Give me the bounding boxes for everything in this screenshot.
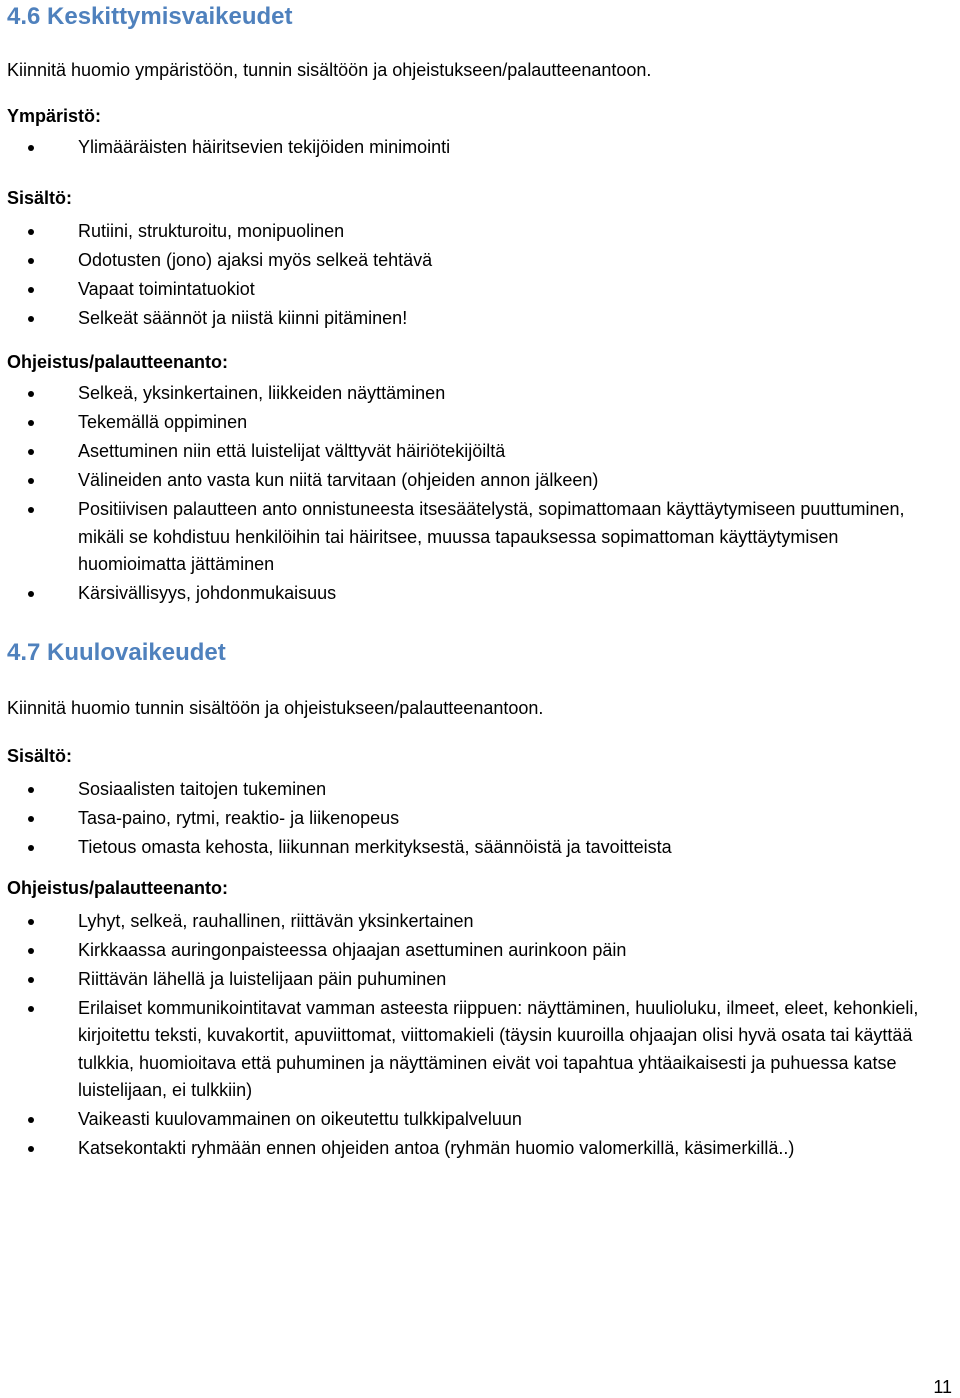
list-item-text: Tietous omasta kehosta, liikunnan merkityksestä, säännöistä ja tavoitteista <box>78 837 672 857</box>
list-item <box>7 580 947 608</box>
section-concentration-difficulties <box>7 0 947 609</box>
list-item-text: Tasa-paino, rytmi, reaktio- ja liikenopeus <box>78 808 400 828</box>
bullet-dot-icon <box>28 787 34 793</box>
bullet-dot-icon <box>28 420 34 426</box>
content-list <box>7 218 947 333</box>
bullet-dot-icon <box>28 816 34 822</box>
list-item-text: Välineiden anto vasta kun niitä tarvitaan (ohjeiden annon jälkeen) <box>78 470 599 490</box>
list-item <box>7 937 947 965</box>
bullet-dot-icon <box>28 591 34 597</box>
list-item <box>7 134 947 162</box>
bullet-dot-icon <box>28 1117 34 1123</box>
list-item <box>7 438 947 466</box>
section-hearing-difficulties <box>7 636 947 1164</box>
list-item-text: Odotusten (jono) ajaksi myös selkeä tehtävä <box>78 249 433 270</box>
bullet-dot-icon <box>28 287 34 293</box>
list-item-text: Selkeä, yksinkertainen, liikkeiden näyttäminen <box>78 383 446 403</box>
list-item-text: Lyhyt, selkeä, rauhallinen, riittävän yksinkertainen <box>78 910 474 931</box>
list-item <box>7 496 947 579</box>
bullet-dot-icon <box>28 845 34 851</box>
list-item-text: Katsekontakti ryhmään ennen ohjeiden antoa (ryhmän huomio valomerkillä, käsimerkillä..) <box>78 1138 795 1158</box>
section-heading: 4.6 Keskittymisvaikeudet <box>7 3 293 30</box>
bullet-dot-icon <box>28 478 34 484</box>
list-item-text: Sosiaalisten taitojen tukeminen <box>78 779 327 799</box>
subheading-content: Sisältö: <box>7 187 73 208</box>
bullet-dot-icon <box>28 316 34 322</box>
list-item <box>7 305 947 333</box>
subheading-guidance: Ohjeistus/palautteenanto: <box>7 352 229 372</box>
bullet-dot-icon <box>28 919 34 925</box>
list-item <box>7 218 947 246</box>
bullet-dot-icon <box>28 391 34 397</box>
list-item <box>7 966 947 994</box>
section-intro: Kiinnitä huomio tunnin sisältöön ja ohjeistukseen/palautteenantoon. <box>7 698 544 718</box>
bullet-dot-icon <box>28 229 34 235</box>
list-item <box>7 467 947 495</box>
list-item-text: Kirkkaassa auringonpaisteessa ohjaajan asettuminen aurinkoon päin <box>78 939 627 960</box>
list-item-text: Selkeät säännöt ja niistä kiinni pitäminen! <box>78 307 408 328</box>
page-number: 11 <box>933 1377 952 1397</box>
bullet-dot-icon <box>28 1006 34 1012</box>
bullet-dot-icon <box>28 507 34 513</box>
list-item <box>7 276 947 304</box>
subheading-guidance: Ohjeistus/palautteenanto: <box>7 877 229 898</box>
section-intro: Kiinnitä huomio ympäristöön, tunnin sisältöön ja ohjeistukseen/palautteenantoon. <box>7 60 652 80</box>
bullet-dot-icon <box>28 1146 34 1152</box>
list-item-text: Vapaat toimintatuokiot <box>78 278 255 299</box>
guidance-list <box>7 380 947 608</box>
list-item <box>7 908 947 936</box>
bullet-dot-icon <box>28 977 34 983</box>
list-item <box>7 776 947 804</box>
list-item <box>7 409 947 437</box>
section-heading: 4.7 Kuulovaikeudet <box>7 639 226 666</box>
list-item <box>7 1135 947 1163</box>
bullet-dot-icon <box>28 948 34 954</box>
list-item <box>7 834 947 862</box>
list-item-text: Tekemällä oppiminen <box>78 412 248 432</box>
environment-list <box>7 134 947 162</box>
list-item-text: Rutiini, strukturoitu, monipuolinen <box>78 220 345 241</box>
list-item <box>7 995 947 1105</box>
list-item <box>7 380 947 408</box>
list-item <box>7 805 947 833</box>
subheading-environment: Ympäristö: <box>7 106 102 126</box>
list-item-text: Ylimääräisten häiritsevien tekijöiden minimointi <box>78 137 451 157</box>
list-item-text: Positiivisen palautteen anto onnistuneesta itsesäätelystä, sopimattomaan käyttäytymiseen puuttuminen, mikäli se kohdistuu henkilöihin tai häiritsee, muussa tapauksessa sopimattoman käyttäytymisen huomioimatta jättäminen <box>78 499 905 574</box>
bullet-dot-icon <box>28 145 34 151</box>
bullet-dot-icon <box>28 449 34 455</box>
list-item-text: Riittävän lähellä ja luistelijaan päin puhuminen <box>78 968 447 989</box>
content-list <box>7 776 947 862</box>
list-item-text: Erilaiset kommunikointitavat vamman asteesta riippuen: näyttäminen, huulioluku, ilmeet, eleet, kehonkieli, kirjoitettu teksti, kuvakortit, apuviittomat, viittomakieli (täysin kuuroilla ohjaajan olisi hyvä osata tai käyttää tulkkia, huomioitava että puhuminen ja näyttäminen eivät voi tapahtua yhtäaikaisesti ja puhuessa katse luistelijaan, ei tulkkiin) <box>78 997 919 1100</box>
list-item <box>7 1106 947 1134</box>
subheading-content: Sisältö: <box>7 746 73 766</box>
list-item-text: Kärsivällisyys, johdonmukaisuus <box>78 583 337 603</box>
bullet-dot-icon <box>28 258 34 264</box>
list-item <box>7 247 947 275</box>
guidance-list <box>7 908 947 1163</box>
list-item-text: Vaikeasti kuulovammainen on oikeutettu tulkkipalveluun <box>78 1109 522 1129</box>
list-item-text: Asettuminen niin että luistelijat välttyvät häiriötekijöiltä <box>78 441 506 461</box>
